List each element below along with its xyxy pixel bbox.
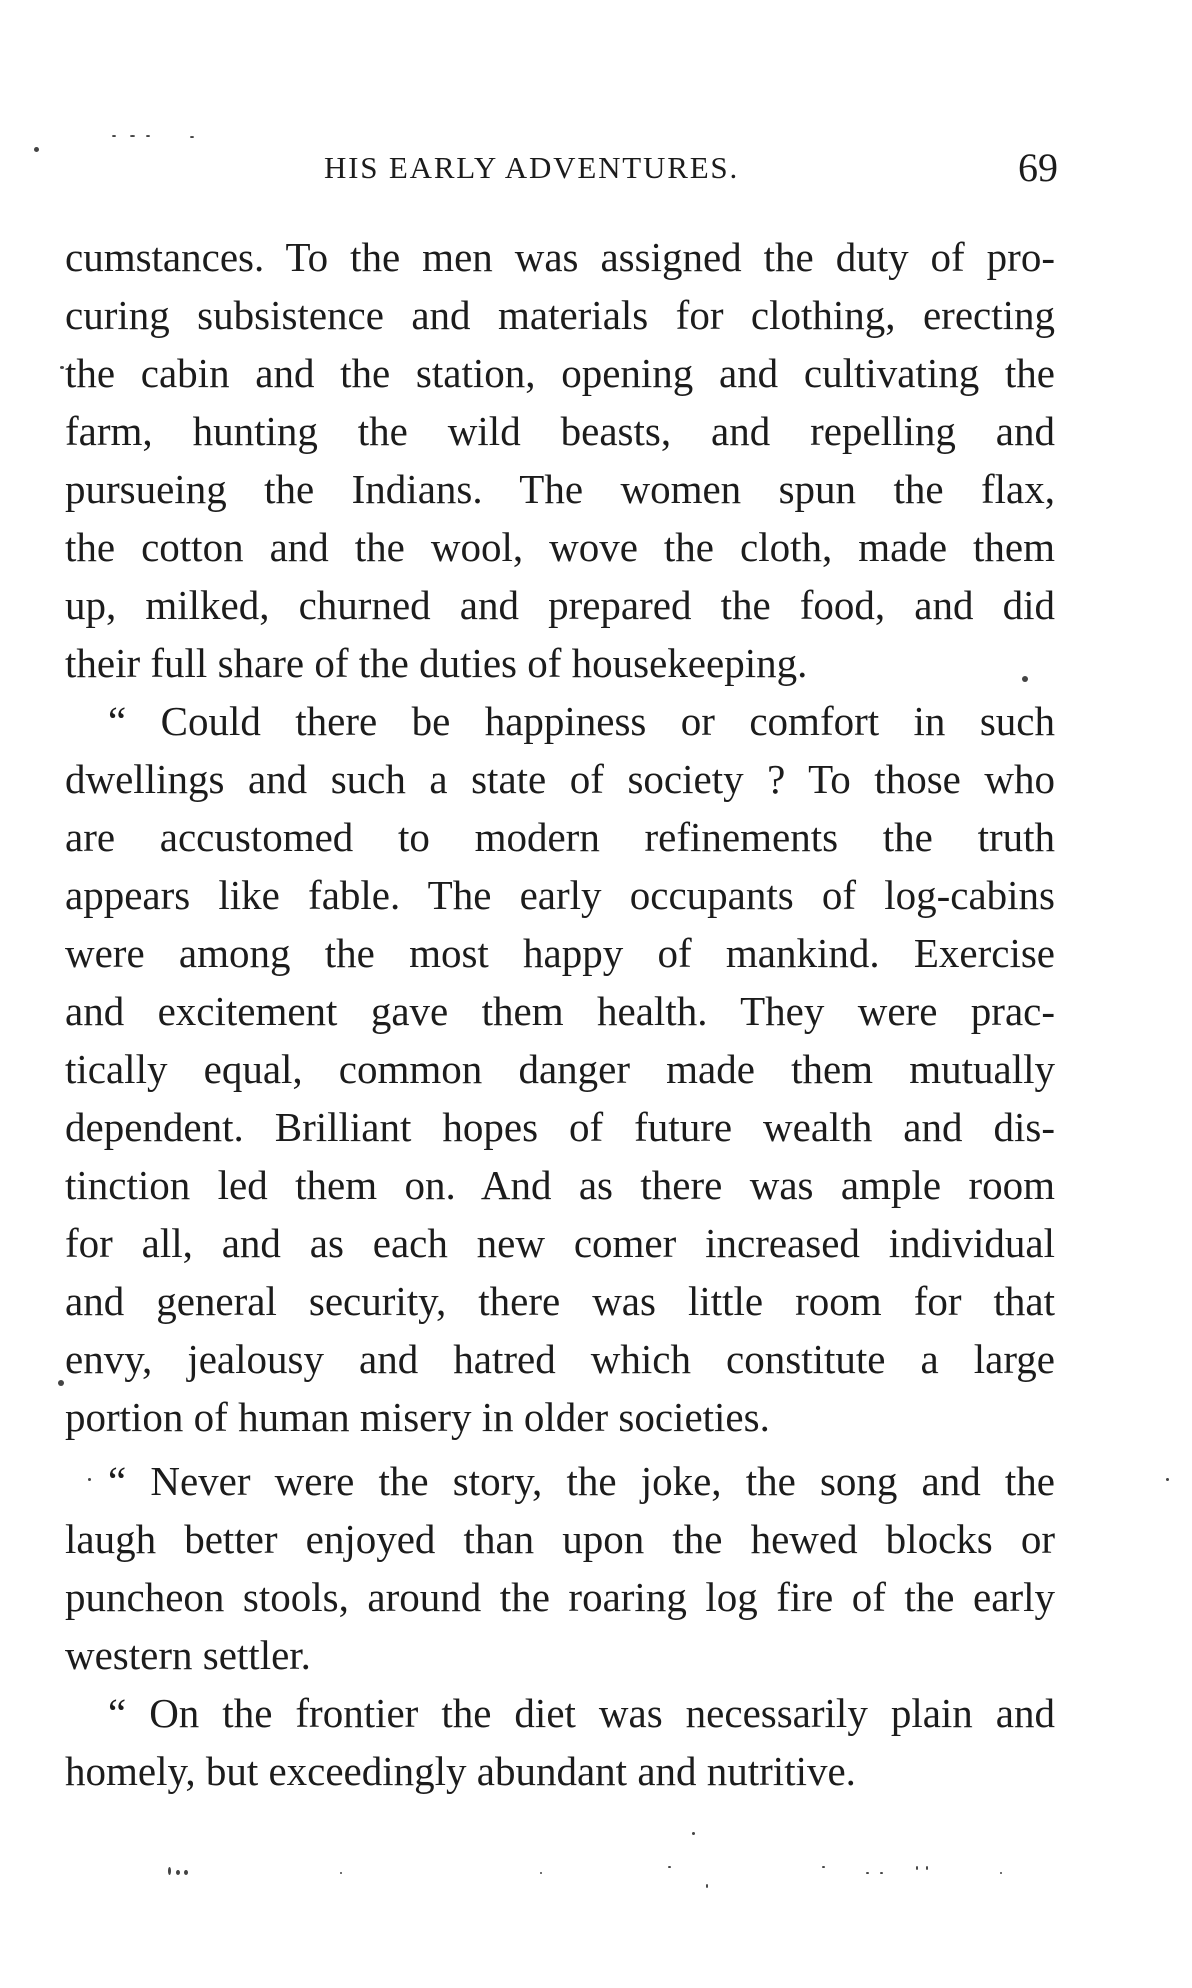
text-line: appears like fable. The early occupants of log-cabins <box>65 872 1055 918</box>
text-line: curing subsistence and materials for clothing, erecting <box>65 292 1055 338</box>
ink-speck <box>926 1866 928 1870</box>
ink-speck <box>706 1884 708 1888</box>
text-line: western settler. <box>65 1632 311 1678</box>
ink-speck <box>692 1832 695 1835</box>
ink-speck <box>1000 1872 1002 1874</box>
text-line: and general security, there was little room for that <box>65 1278 1055 1324</box>
ink-speck <box>822 1866 825 1868</box>
text-line: “ Could there be happiness or comfort in such <box>108 698 1055 744</box>
ink-speck <box>916 1866 918 1870</box>
ink-speck <box>34 147 39 152</box>
text-line: and excitement gave them health. They were prac- <box>65 988 1055 1034</box>
ink-speck <box>880 1872 883 1874</box>
text-line: the cotton and the wool, wove the cloth, made them <box>65 524 1055 570</box>
text-line: puncheon stools, around the roaring log fire of the early <box>65 1574 1055 1620</box>
text-line: tically equal, common danger made them mutually <box>65 1046 1055 1092</box>
text-line: pursueing the Indians. The women spun the flax, <box>65 466 1055 512</box>
text-line: for all, and as each new comer increased individual <box>65 1220 1055 1266</box>
ink-speck <box>190 136 194 138</box>
ink-speck <box>184 1870 188 1875</box>
ink-speck <box>540 1872 542 1874</box>
ink-speck <box>176 1870 180 1875</box>
ink-speck <box>866 1872 869 1874</box>
running-head: HIS EARLY ADVENTURES. <box>324 150 740 185</box>
ink-speck <box>168 1867 171 1875</box>
text-line: farm, hunting the wild beasts, and repelling and <box>65 408 1055 454</box>
text-line: “ On the frontier the diet was necessarily plain and <box>108 1690 1055 1736</box>
ink-speck <box>1166 1478 1169 1481</box>
text-line: their full share of the duties of housekeeping. <box>65 640 808 686</box>
text-line: portion of human misery in older societies. <box>65 1394 770 1440</box>
text-line: laugh better enjoyed than upon the hewed blocks or <box>65 1516 1055 1562</box>
ink-speck <box>130 135 135 137</box>
text-line: cumstances. To the men was assigned the duty of pro- <box>65 234 1055 280</box>
ink-speck <box>58 1380 64 1386</box>
text-line: up, milked, churned and prepared the food, and did <box>65 582 1055 628</box>
text-line: are accustomed to modern refinements the truth <box>65 814 1055 860</box>
ink-speck <box>146 135 150 137</box>
ink-speck <box>88 1478 91 1481</box>
text-line: envy, jealousy and hatred which constitute a large <box>65 1336 1055 1382</box>
ink-speck <box>668 1866 671 1868</box>
text-line: homely, but exceedingly abundant and nutritive. <box>65 1748 856 1794</box>
ink-speck <box>112 135 116 137</box>
ink-speck <box>340 1872 342 1874</box>
page-number: 69 <box>1018 145 1058 190</box>
text-line: were among the most happy of mankind. Exercise <box>65 930 1055 976</box>
text-line: tinction led them on. And as there was ample room <box>65 1162 1055 1208</box>
text-line: the cabin and the station, opening and cultivating the <box>65 350 1055 396</box>
ink-speck <box>1022 676 1028 682</box>
text-line: “ Never were the story, the joke, the song and the <box>108 1458 1055 1504</box>
text-line: dwellings and such a state of society ? To those who <box>65 756 1055 802</box>
ink-speck <box>60 366 64 369</box>
text-line: dependent. Brilliant hopes of future wealth and dis- <box>65 1104 1055 1150</box>
